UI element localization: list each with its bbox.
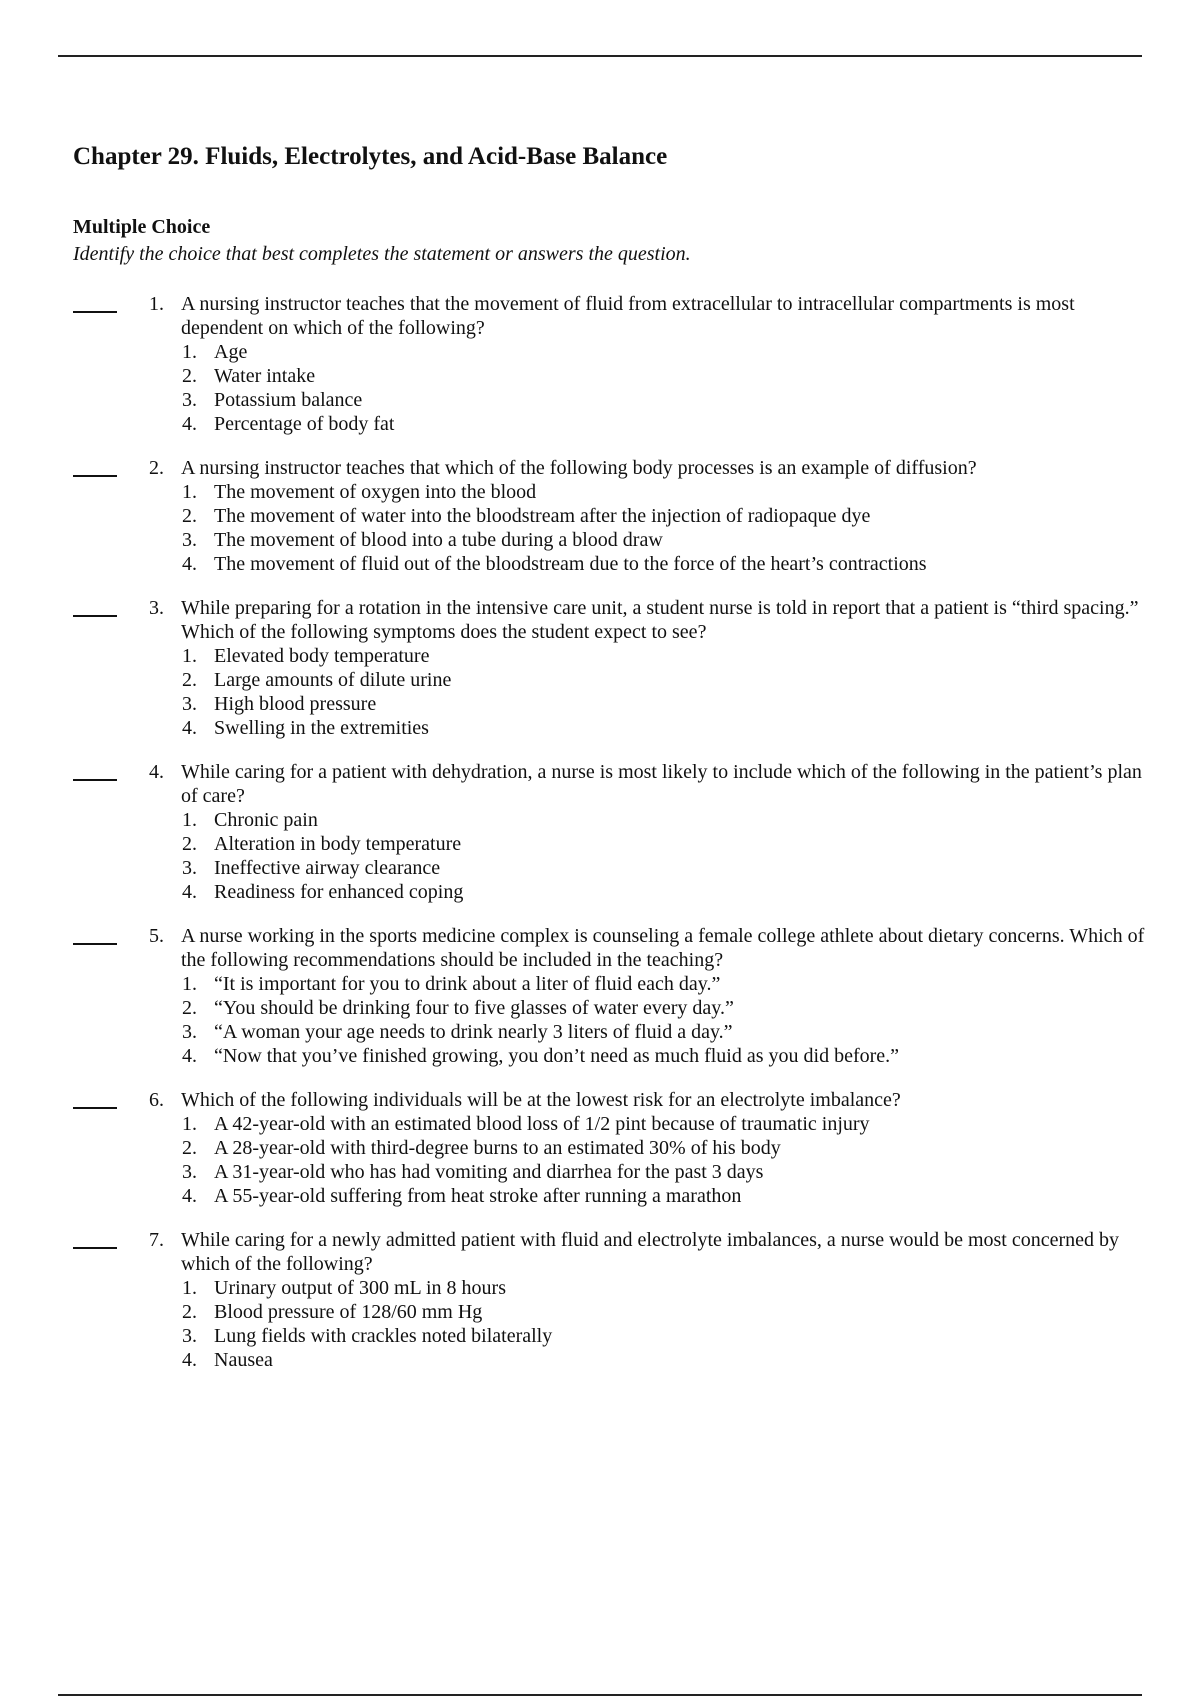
option-item bbox=[181, 340, 1200, 364]
option-number: 3. bbox=[182, 857, 197, 879]
option-text: The movement of water into the bloodstream after the injection of radiopaque dye bbox=[214, 505, 871, 527]
answer-blank[interactable] bbox=[73, 1107, 117, 1109]
option-number: 2. bbox=[182, 1137, 197, 1159]
option-item bbox=[181, 412, 1200, 436]
option-item bbox=[181, 388, 1200, 412]
option-item bbox=[181, 1300, 1200, 1324]
option-item bbox=[181, 1184, 1200, 1208]
option-number: 4. bbox=[182, 553, 197, 575]
chapter-title: Chapter 29. Fluids, Electrolytes, and Acid-Base Balance bbox=[73, 143, 668, 170]
option-text: “You should be drinking four to five glasses of water every day.” bbox=[214, 997, 734, 1019]
option-text: Blood pressure of 128/60 mm Hg bbox=[214, 1301, 483, 1323]
option-list bbox=[0, 972, 1200, 1068]
option-number: 4. bbox=[182, 1185, 197, 1207]
option-text: Alteration in body temperature bbox=[214, 833, 462, 855]
option-number: 3. bbox=[182, 389, 197, 411]
question-number: 7. bbox=[149, 1229, 164, 1251]
question-stem: While caring for a patient with dehydration, a nurse is most likely to include which of the following in the patient’s plan of care? bbox=[181, 761, 1142, 807]
option-item bbox=[181, 1160, 1200, 1184]
option-item bbox=[181, 668, 1200, 692]
question-3 bbox=[0, 596, 1200, 740]
option-list bbox=[0, 340, 1200, 436]
option-item bbox=[181, 480, 1200, 504]
option-item bbox=[181, 716, 1200, 740]
question-5 bbox=[0, 924, 1200, 1068]
section-instructions: Identify the choice that best completes the statement or answers the question. bbox=[73, 243, 691, 265]
option-item bbox=[181, 972, 1200, 996]
option-item bbox=[181, 364, 1200, 388]
option-item bbox=[181, 1348, 1200, 1372]
option-text: The movement of fluid out of the bloodstream due to the force of the heart’s contractions bbox=[214, 553, 927, 575]
option-number: 4. bbox=[182, 413, 197, 435]
question-4 bbox=[0, 760, 1200, 904]
option-list bbox=[0, 1112, 1200, 1208]
option-item bbox=[181, 1044, 1200, 1068]
question-1 bbox=[0, 292, 1200, 436]
answer-blank[interactable] bbox=[73, 311, 117, 313]
option-number: 1. bbox=[182, 645, 197, 667]
option-text: Swelling in the extremities bbox=[214, 717, 429, 739]
option-item bbox=[181, 1276, 1200, 1300]
option-number: 3. bbox=[182, 693, 197, 715]
option-text: A 31-year-old who has had vomiting and diarrhea for the past 3 days bbox=[214, 1161, 764, 1183]
option-text: Urinary output of 300 mL in 8 hours bbox=[214, 1277, 507, 1299]
option-item bbox=[181, 1020, 1200, 1044]
answer-blank[interactable] bbox=[73, 779, 117, 781]
option-list bbox=[0, 644, 1200, 740]
option-list bbox=[0, 808, 1200, 904]
question-stem: Which of the following individuals will be at the lowest risk for an electrolyte imbalance? bbox=[181, 1089, 901, 1111]
option-text: The movement of blood into a tube during a blood draw bbox=[214, 529, 663, 551]
question-stem: A nurse working in the sports medicine complex is counseling a female college athlete about dietary concerns. Which of the following recommendations should be included in the teaching? bbox=[181, 925, 1145, 971]
question-number: 6. bbox=[149, 1089, 164, 1111]
option-text: Water intake bbox=[214, 365, 316, 387]
answer-blank[interactable] bbox=[73, 943, 117, 945]
option-number: 4. bbox=[182, 1045, 197, 1067]
question-list bbox=[0, 292, 1200, 1392]
option-number: 1. bbox=[182, 481, 197, 503]
option-text: Ineffective airway clearance bbox=[214, 857, 441, 879]
option-text: Lung fields with crackles noted bilaterally bbox=[214, 1325, 553, 1347]
option-number: 3. bbox=[182, 1161, 197, 1183]
option-text: Percentage of body fat bbox=[214, 413, 395, 435]
option-text: Elevated body temperature bbox=[214, 645, 430, 667]
option-list bbox=[0, 1276, 1200, 1372]
option-number: 2. bbox=[182, 365, 197, 387]
option-item bbox=[181, 1324, 1200, 1348]
option-item bbox=[181, 1136, 1200, 1160]
option-text: “Now that you’ve finished growing, you don’t need as much fluid as you did before.” bbox=[214, 1045, 900, 1067]
option-list bbox=[0, 480, 1200, 576]
option-text: A 28-year-old with third-degree burns to an estimated 30% of his body bbox=[214, 1137, 781, 1159]
question-number: 1. bbox=[149, 293, 164, 315]
question-number: 5. bbox=[149, 925, 164, 947]
option-number: 3. bbox=[182, 1021, 197, 1043]
answer-blank[interactable] bbox=[73, 615, 117, 617]
option-text: Large amounts of dilute urine bbox=[214, 669, 452, 691]
option-number: 2. bbox=[182, 669, 197, 691]
question-stem: While preparing for a rotation in the intensive care unit, a student nurse is told in report that a patient is “third spacing.” Which of the following symptoms does the student expect to see? bbox=[181, 597, 1139, 643]
option-item bbox=[181, 1112, 1200, 1136]
option-number: 2. bbox=[182, 997, 197, 1019]
question-7 bbox=[0, 1228, 1200, 1372]
option-text: “It is important for you to drink about a liter of fluid each day.” bbox=[214, 973, 721, 995]
option-number: 2. bbox=[182, 833, 197, 855]
answer-blank[interactable] bbox=[73, 1247, 117, 1249]
question-number: 3. bbox=[149, 597, 164, 619]
question-number: 2. bbox=[149, 457, 164, 479]
option-number: 1. bbox=[182, 1113, 197, 1135]
bottom-rule bbox=[58, 1694, 1142, 1696]
top-rule bbox=[58, 55, 1142, 57]
question-number: 4. bbox=[149, 761, 164, 783]
option-text: Age bbox=[214, 341, 248, 363]
question-stem: While caring for a newly admitted patient with fluid and electrolyte imbalances, a nurse would be most concerned by which of the following? bbox=[181, 1229, 1120, 1275]
option-number: 1. bbox=[182, 809, 197, 831]
option-text: Nausea bbox=[214, 1349, 273, 1371]
option-text: A 42-year-old with an estimated blood loss of 1/2 pint because of traumatic injury bbox=[214, 1113, 870, 1135]
option-item bbox=[181, 528, 1200, 552]
option-text: Potassium balance bbox=[214, 389, 363, 411]
option-text: High blood pressure bbox=[214, 693, 377, 715]
option-number: 2. bbox=[182, 505, 197, 527]
option-text: “A woman your age needs to drink nearly 3 liters of fluid a day.” bbox=[214, 1021, 733, 1043]
option-number: 1. bbox=[182, 1277, 197, 1299]
option-number: 3. bbox=[182, 529, 197, 551]
option-number: 1. bbox=[182, 973, 197, 995]
option-item bbox=[181, 856, 1200, 880]
option-item bbox=[181, 808, 1200, 832]
option-number: 1. bbox=[182, 341, 197, 363]
option-text: Readiness for enhanced coping bbox=[214, 881, 464, 903]
question-stem: A nursing instructor teaches that which of the following body processes is an example of diffusion? bbox=[181, 457, 977, 479]
option-number: 4. bbox=[182, 1349, 197, 1371]
section-heading: Multiple Choice bbox=[73, 216, 211, 238]
answer-blank[interactable] bbox=[73, 475, 117, 477]
option-text: Chronic pain bbox=[214, 809, 318, 831]
question-6 bbox=[0, 1088, 1200, 1208]
question-2 bbox=[0, 456, 1200, 576]
question-stem: A nursing instructor teaches that the movement of fluid from extracellular to intracellular compartments is most dependent on which of the following? bbox=[181, 293, 1075, 339]
option-number: 3. bbox=[182, 1325, 197, 1347]
option-text: A 55-year-old suffering from heat stroke after running a marathon bbox=[214, 1185, 742, 1207]
option-item bbox=[181, 996, 1200, 1020]
option-item bbox=[181, 692, 1200, 716]
option-number: 4. bbox=[182, 717, 197, 739]
option-item bbox=[181, 880, 1200, 904]
option-item bbox=[181, 644, 1200, 668]
option-item bbox=[181, 832, 1200, 856]
option-item bbox=[181, 552, 1200, 576]
option-item bbox=[181, 504, 1200, 528]
option-number: 2. bbox=[182, 1301, 197, 1323]
option-number: 4. bbox=[182, 881, 197, 903]
option-text: The movement of oxygen into the blood bbox=[214, 481, 537, 503]
